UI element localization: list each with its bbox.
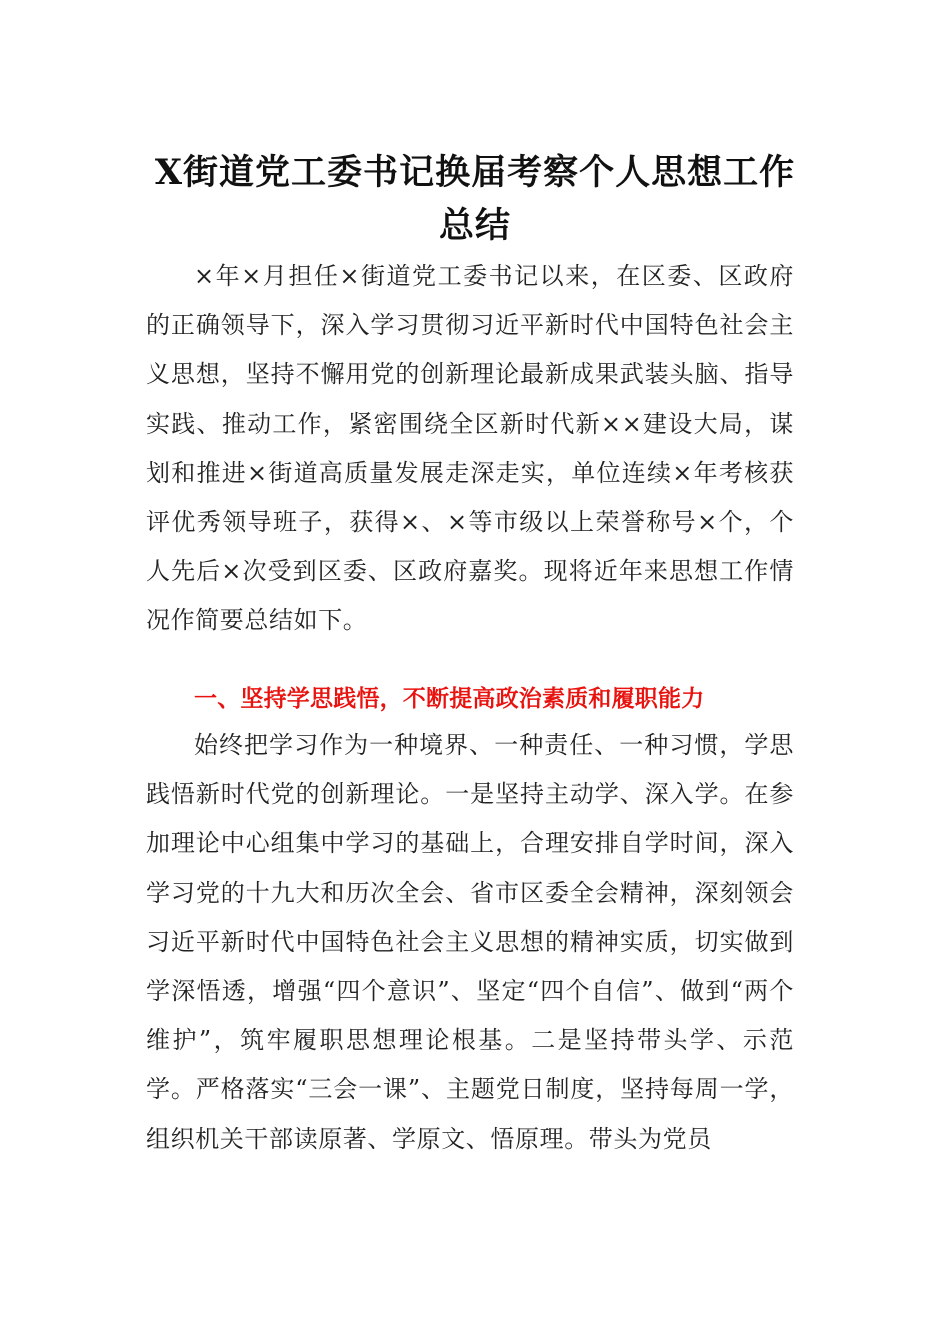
intro-paragraph: ×年×月担任×街道党工委书记以来，在区委、区政府的正确领导下，深入学习贯彻习近平新时代中国特色社会主义思想，坚持不懈用党的创新理论最新成果武装头脑、指导实践、推动工作，紧密围绕全区新时代新××建设大局，谋划和推进×街道高质量发展走深走实，单位连续×年考核获评优秀领导班子，获得×、×等市级以上荣誉称号×个，个人先后×次受到区委、区政府嘉奖。现将近年来思想工作情况作简要总结如下。 [146,262,794,635]
document-title: X街道党工委书记换届考察个人思想工作总结 [154,152,796,246]
section-heading-1: 一、坚持学思践悟，不断提高政治素质和履职能力 [194,686,705,712]
section-1-paragraph: 始终把学习作为一种境界、一种责任、一种习惯，学思践悟新时代党的创新理论。一是坚持主动学、深入学。在参加理论中心组集中学习的基础上，合理安排自学时间，深入学习党的十九大和历次全会、省市区委全会精神，深刻领会习近平新时代中国特色社会主义思想的精神实质，切实做到学深悟透，增强“四个意识”、坚定“四个自信”、做到“两个维护”，筑牢履职思想理论根基。二是坚持带头学、示范学。严格落实“三会一课”、主题党日制度，坚持每周一学，组织机关干部读原著、学原文、悟原理。带头为党员 [146,731,794,1153]
